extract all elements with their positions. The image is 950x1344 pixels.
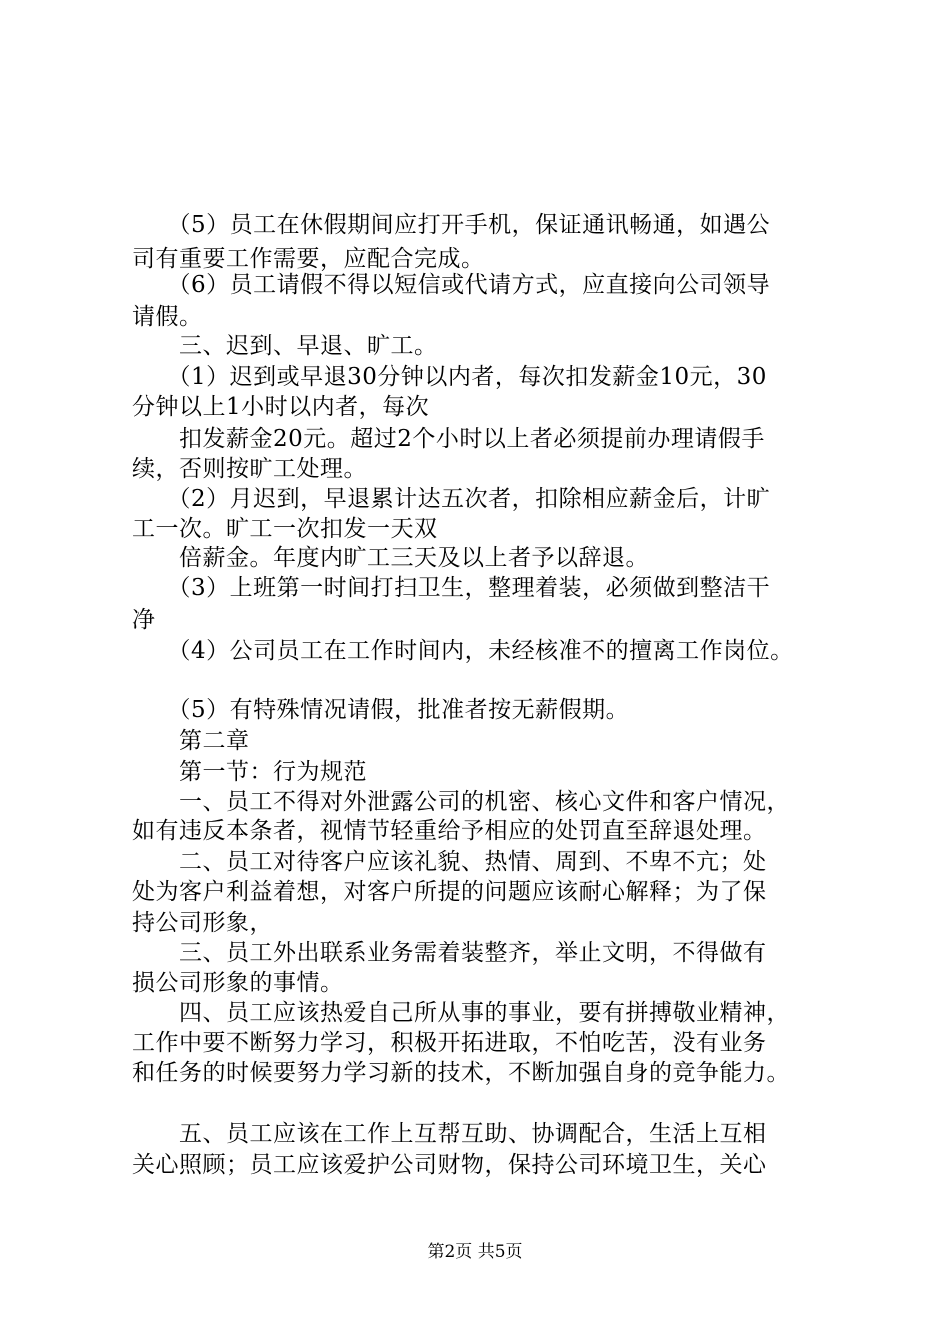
- paragraph-line: 续，否则按旷工处理。: [132, 456, 367, 482]
- page-number-footer: 第2页 共5页: [427, 1242, 523, 1262]
- paragraph-line: （1）迟到或早退30分钟以内者，每次扣发薪金10元，30: [132, 364, 767, 390]
- paragraph-line: 分钟以上1小时以内者，每次: [132, 394, 430, 420]
- paragraph-line: 五、员工应该在工作上互帮互助、协调配合，生活上互相: [132, 1121, 767, 1147]
- paragraph-line: 损公司形象的事情。: [132, 970, 344, 996]
- paragraph-line: 三、员工外出联系业务需着装整齐，举止文明，不得做有: [132, 940, 767, 966]
- chapter-heading: 第二章: [132, 728, 250, 754]
- paragraph-line: 四、员工应该热爱自己所从事的事业，要有拼搏敬业精神，: [132, 1000, 790, 1026]
- paragraph-line: （2）月迟到，早退累计达五次者，扣除相应薪金后，计旷: [132, 486, 771, 512]
- paragraph-line: （3）上班第一时间打扫卫生，整理着装，必须做到整洁干: [132, 575, 771, 601]
- paragraph-line: 如有违反本条者，视情节轻重给予相应的处罚直至辞退处理。: [132, 818, 767, 844]
- paragraph-line: （5）员工在休假期间应打开手机，保证通讯畅通，如遇公: [132, 212, 771, 238]
- paragraph-line: 和任务的时候要努力学习新的技术，不断加强自身的竞争能力。: [132, 1060, 790, 1086]
- paragraph-line: 净: [132, 607, 156, 633]
- paragraph-line: （5）有特殊情况请假，批准者按无薪假期。: [132, 697, 630, 723]
- paragraph-line: 一、员工不得对外泄露公司的机密、核心文件和客户情况，: [132, 789, 790, 815]
- paragraph-line: 司有重要工作需要，应配合完成。: [132, 246, 485, 272]
- paragraph-line: （6）员工请假不得以短信或代请方式，应直接向公司领导: [132, 272, 771, 298]
- paragraph-line: 请假。: [132, 304, 203, 330]
- paragraph-line: 倍薪金。年度内旷工三天及以上者予以辞退。: [132, 545, 649, 571]
- paragraph-line: （4）公司员工在工作时间内，未经核准不的擅离工作岗位。: [132, 638, 794, 664]
- paragraph-line: 扣发薪金20元。超过2个小时以上者必须提前办理请假手: [132, 426, 765, 452]
- paragraph-line: 关心照顾；员工应该爱护公司财物，保持公司环境卫生，关心: [132, 1152, 767, 1178]
- paragraph-line: 二、员工对待客户应该礼貌、热情、周到、不卑不亢；处: [132, 849, 767, 875]
- paragraph-line: 工作中要不断努力学习，积极开拓进取，不怕吃苦，没有业务: [132, 1030, 767, 1056]
- paragraph-line: 处为客户利益着想，对客户所提的问题应该耐心解释；为了保: [132, 879, 767, 905]
- paragraph-line: 持公司形象，: [132, 910, 273, 936]
- section-heading: 第一节：行为规范: [132, 759, 367, 785]
- section-heading: 三、迟到、早退、旷工。: [132, 333, 438, 359]
- paragraph-line: 工一次。旷工一次扣发一天双: [132, 516, 438, 542]
